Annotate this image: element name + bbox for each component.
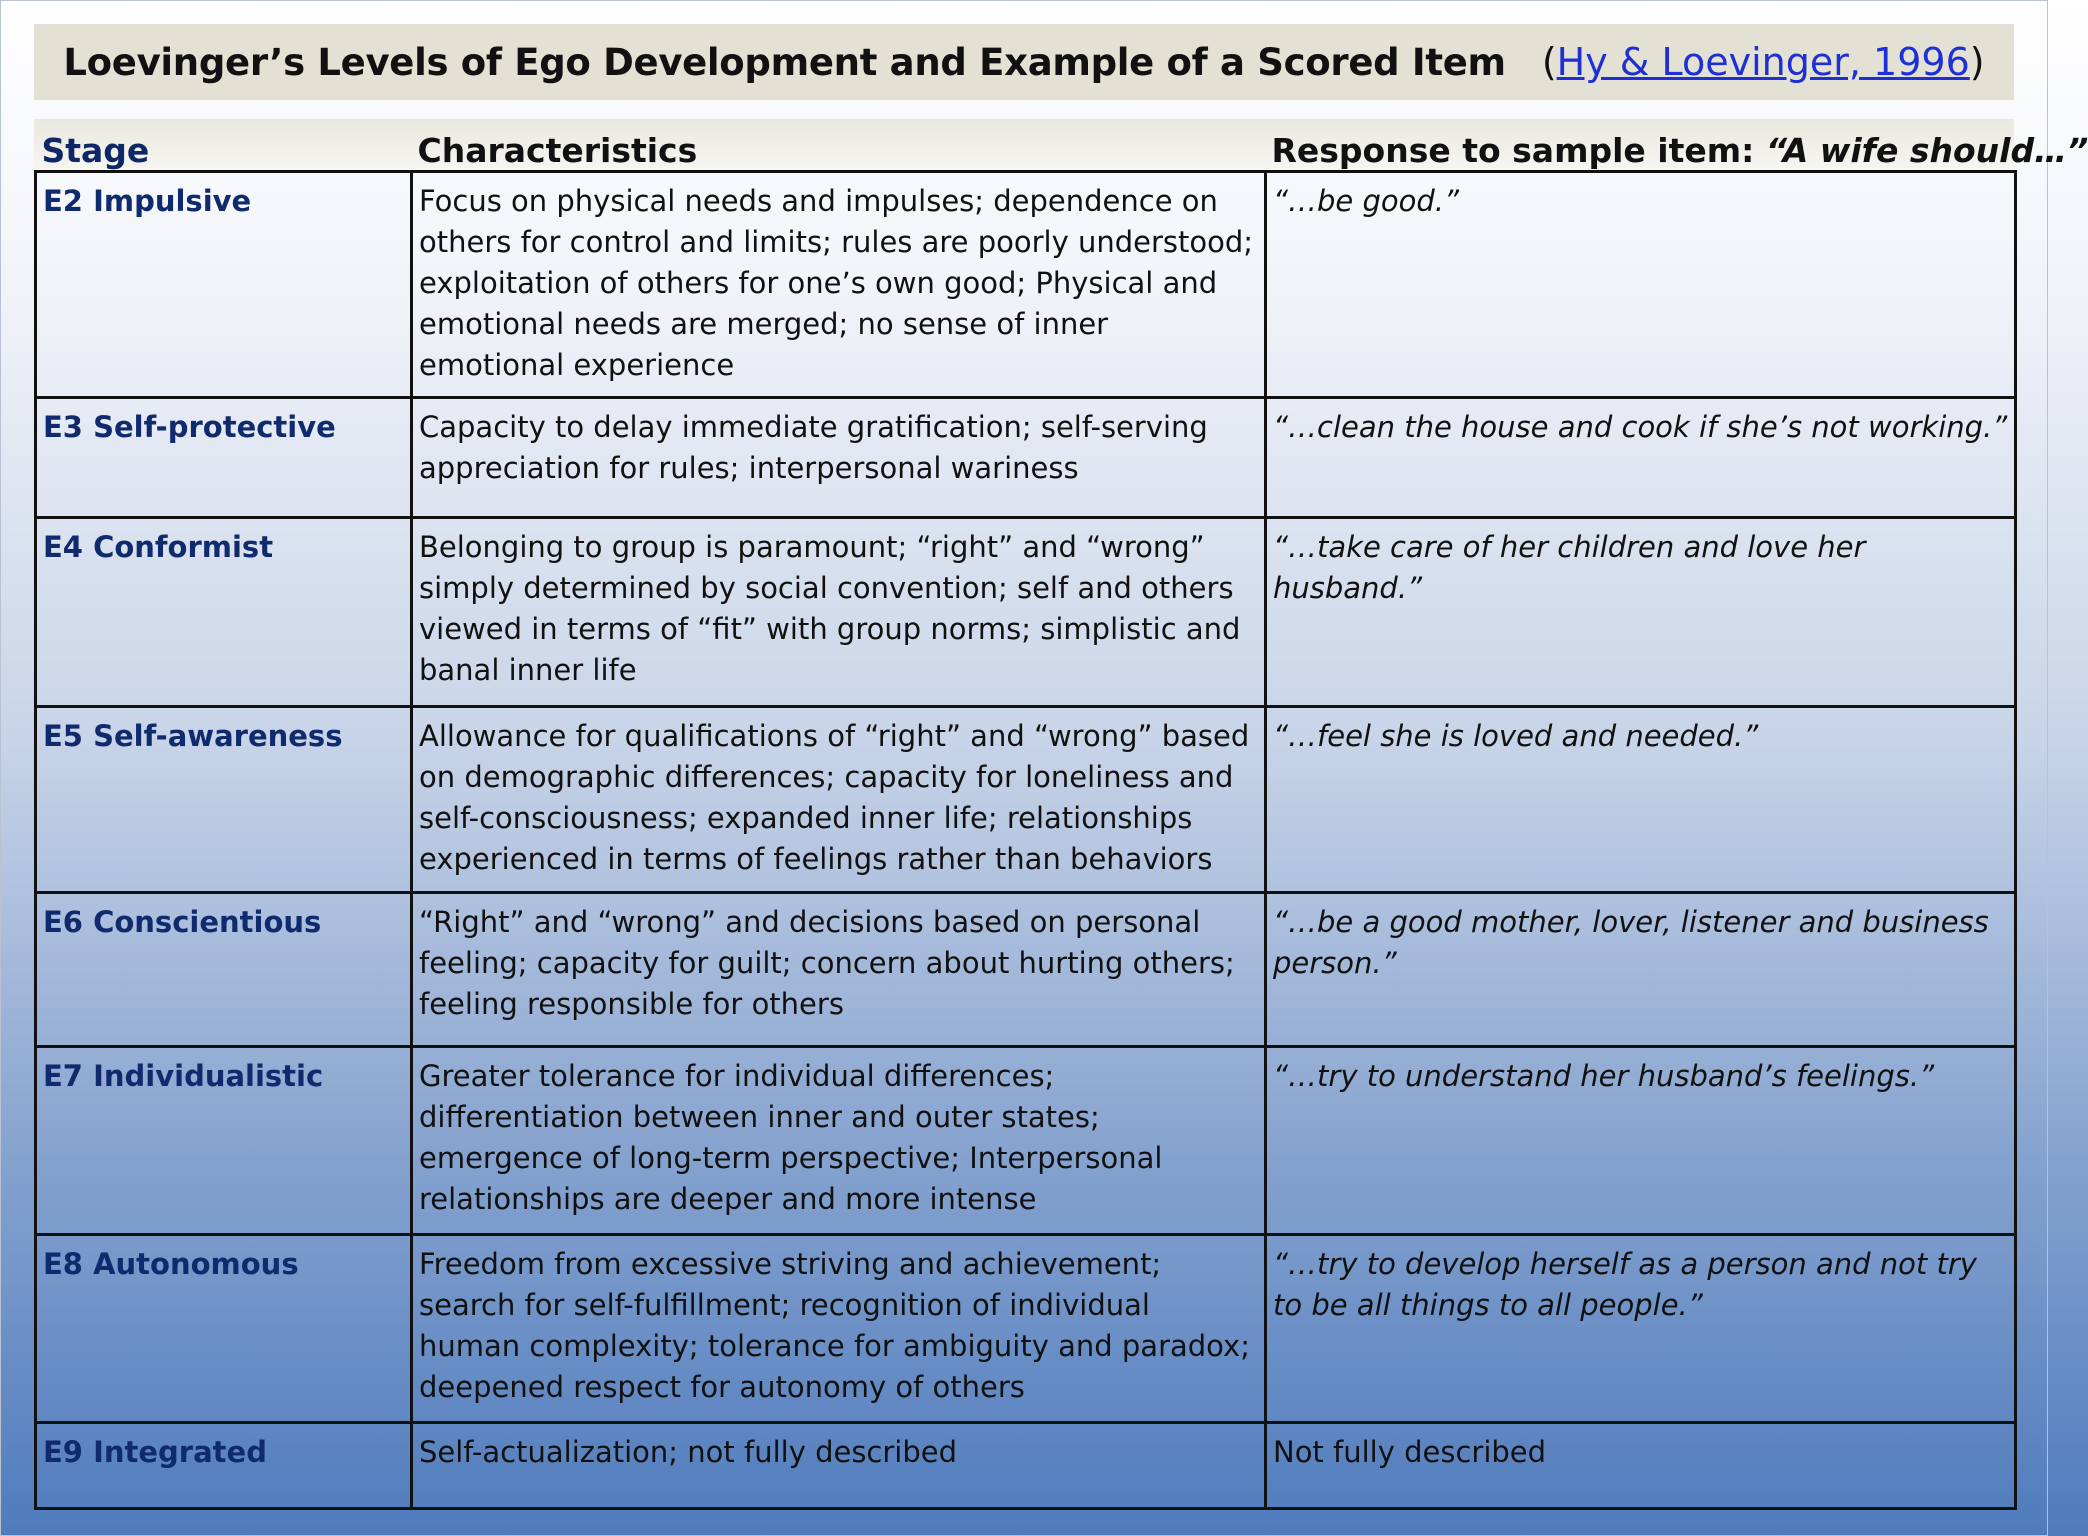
characteristics-cell: Self-actualization; not fully described bbox=[412, 1423, 1266, 1509]
citation-link[interactable]: Hy & Loevinger, 1996 bbox=[1556, 40, 1970, 84]
table-row bbox=[36, 707, 2016, 893]
header-response bbox=[1266, 119, 2088, 172]
table-row bbox=[36, 398, 2016, 518]
characteristics-cell: Freedom from excessive striving and achievement; search for self-fulfillment; recognition of individual human complexity; tolerance for ambiguity and paradox; deepened respect for autonomy of others bbox=[412, 1235, 1266, 1423]
characteristics-cell: Allowance for qualifications of “right” and “wrong” based on demographic differences; capacity for loneliness and self-consciousness; expanded inner life; relationships experienced in terms of feelings rather than behaviors bbox=[412, 707, 1266, 893]
header-response-prefix: Response to sample item: bbox=[1271, 131, 1766, 170]
header-characteristics: Characteristics bbox=[412, 119, 1266, 172]
stage-cell: E8 Autonomous bbox=[36, 1235, 412, 1423]
citation-open-paren: ( bbox=[1541, 40, 1557, 84]
response-cell: “…be good.” bbox=[1266, 172, 2016, 398]
response-cell: “…be a good mother, lover, listener and business person.” bbox=[1266, 893, 2016, 1047]
characteristics-cell: Belonging to group is paramount; “right” and “wrong” simply determined by social convention; self and others viewed in terms of “fit” with group norms; simplistic and banal inner life bbox=[412, 518, 1266, 707]
table-row bbox=[36, 518, 2016, 707]
response-cell: “…take care of her children and love her husband.” bbox=[1266, 518, 2016, 707]
characteristics-cell: “Right” and “wrong” and decisions based on personal feeling; capacity for guilt; concern about hurting others; feeling responsible for others bbox=[412, 893, 1266, 1047]
stage-cell: E7 Individualistic bbox=[36, 1047, 412, 1235]
characteristics-cell: Greater tolerance for individual differences; differentiation between inner and outer states; emergence of long-term perspective; Interpersonal relationships are deeper and more intense bbox=[412, 1047, 1266, 1235]
stage-cell: E5 Self-awareness bbox=[36, 707, 412, 893]
stage-cell: E2 Impulsive bbox=[36, 172, 412, 398]
stage-cell: E3 Self-protective bbox=[36, 398, 412, 518]
table-row bbox=[36, 893, 2016, 1047]
response-cell: “…try to develop herself as a person and not try to be all things to all people.” bbox=[1266, 1235, 2016, 1423]
table-row bbox=[36, 1235, 2016, 1423]
citation bbox=[1542, 40, 1985, 84]
response-cell: “…clean the house and cook if she’s not working.” bbox=[1266, 398, 2016, 518]
response-cell: Not fully described bbox=[1266, 1423, 2016, 1509]
stage-cell: E6 Conscientious bbox=[36, 893, 412, 1047]
table-row bbox=[36, 1423, 2016, 1509]
title-bar bbox=[34, 24, 2014, 100]
stage-cell: E4 Conformist bbox=[36, 518, 412, 707]
header-stage: Stage bbox=[36, 119, 412, 172]
table-row bbox=[36, 172, 2016, 398]
response-cell: “…try to understand her husband’s feelings.” bbox=[1266, 1047, 2016, 1235]
characteristics-cell: Capacity to delay immediate gratification; self-serving appreciation for rules; interpersonal wariness bbox=[412, 398, 1266, 518]
ego-development-table bbox=[34, 119, 2088, 1510]
citation-close-paren: ) bbox=[1969, 40, 1985, 84]
response-cell: “…feel she is loved and needed.” bbox=[1266, 707, 2016, 893]
stage-cell: E9 Integrated bbox=[36, 1423, 412, 1509]
table-row bbox=[36, 1047, 2016, 1235]
slide-title: Loevinger’s Levels of Ego Development and Example of a Scored Item bbox=[63, 40, 1506, 84]
header-response-item: “A wife should…” bbox=[1765, 131, 2088, 170]
characteristics-cell: Focus on physical needs and impulses; dependence on others for control and limits; rules are poorly understood; exploitation of others for one’s own good; Physical and emotional needs are merged; no sense of inner emotional experience bbox=[412, 172, 1266, 398]
table-header-row bbox=[36, 119, 2016, 172]
